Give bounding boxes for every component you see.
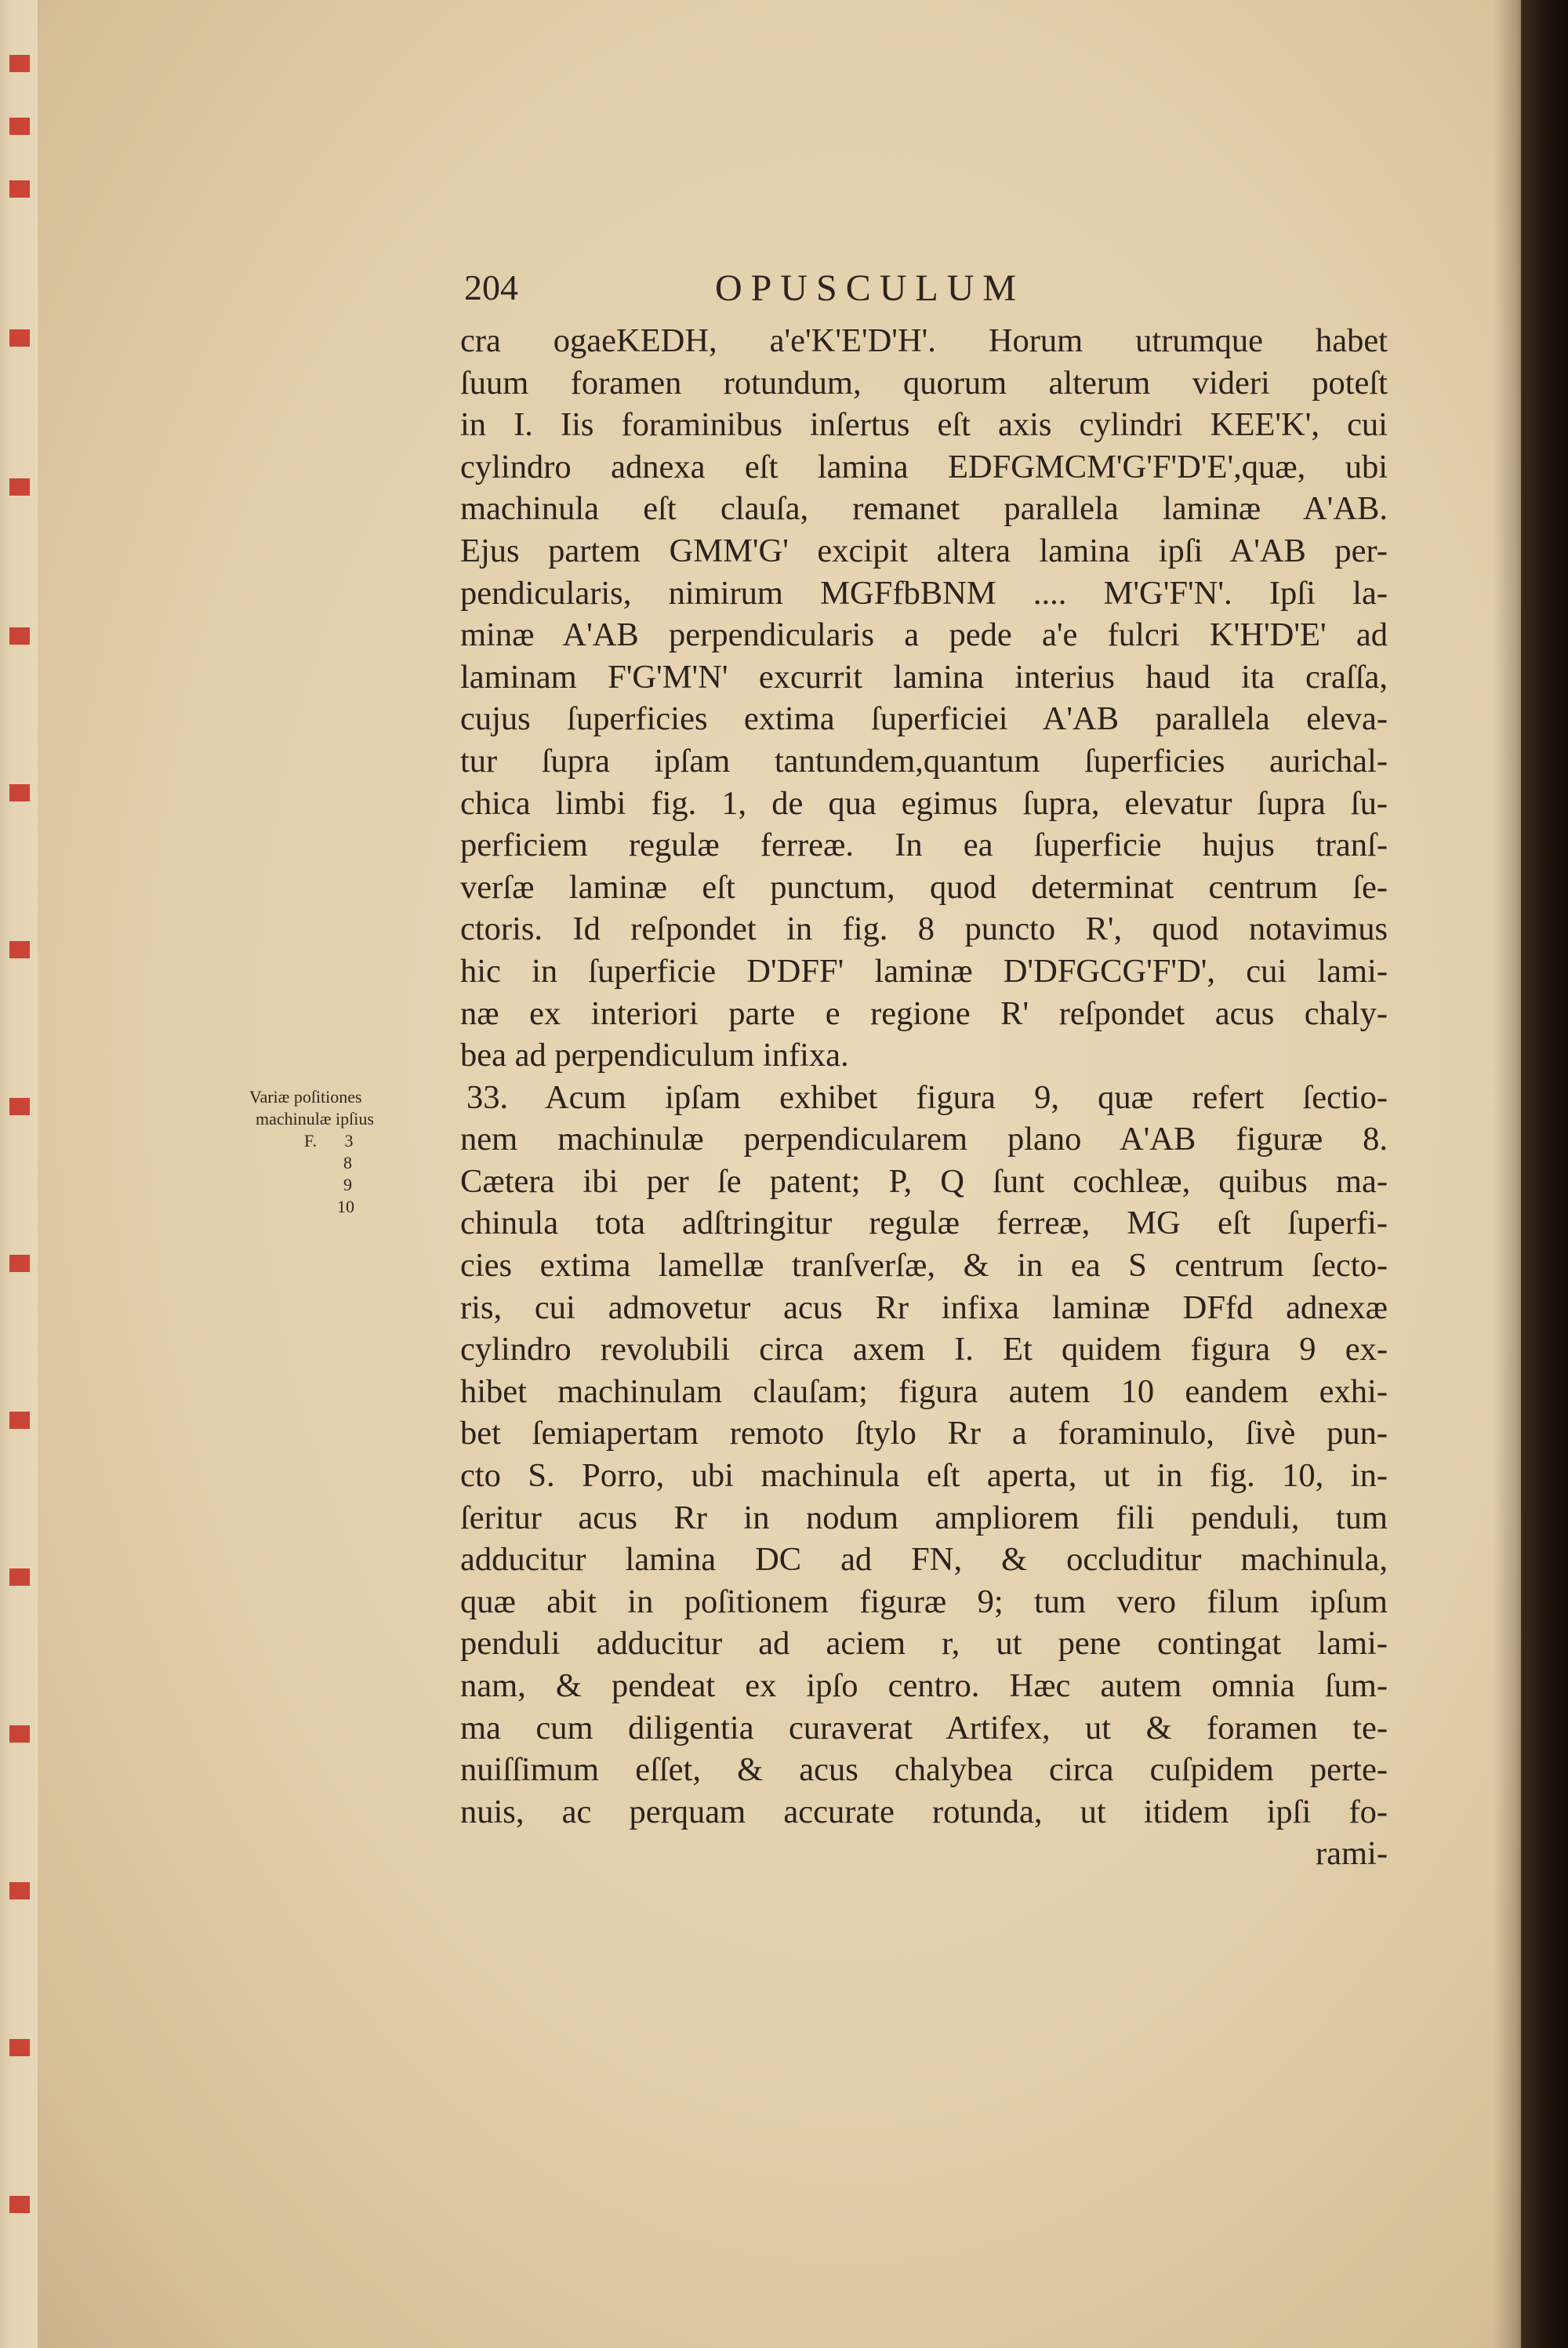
text-line: verſæ laminæ eſt punctum, quod determinat centrum ſe- — [460, 868, 1388, 906]
book-binding — [1521, 0, 1568, 2348]
marginal-note-line: machinulæ ipſius — [256, 1109, 374, 1129]
figure-ref-number: 8 — [343, 1153, 352, 1172]
text-line: quæ abit in poſitionem figuræ 9; tum vero filum ipſum — [460, 1583, 1388, 1620]
marginal-note-line: Variæ poſitiones — [249, 1087, 362, 1107]
text-line: ma cum diligentia curaverat Artifex, ut & foramen te- — [460, 1709, 1388, 1746]
text-line: nem machinulæ perpendicularem plano A'AB figuræ 8. — [460, 1121, 1388, 1158]
red-edge-mark — [9, 1255, 30, 1272]
text-line: adducitur lamina DC ad FN, & occluditur machinula, — [460, 1541, 1388, 1579]
running-title: OPUSCULUM — [715, 267, 1025, 309]
figure-ref-label: F. — [304, 1131, 317, 1150]
figure-ref-number: 3 — [344, 1131, 354, 1150]
figure-ref-number: 9 — [343, 1175, 352, 1194]
text-line: in I. Iis foraminibus inſertus eſt axis cylindri KEE'K', cui — [460, 406, 1388, 444]
red-edge-mark — [9, 2196, 30, 2213]
red-edge-mark — [9, 1568, 30, 1586]
text-line: pendicularis, nimirum MGFfbBNM .... M'G'F'N'. Ipſi la- — [460, 574, 1388, 612]
red-edge-mark — [9, 2039, 30, 2056]
text-line: minæ A'AB perpendicularis a pede a'e fulcri K'H'D'E' ad — [460, 616, 1388, 654]
marginal-note — [249, 1086, 445, 1218]
text-line: hic in ſuperficie D'DFF' laminæ D'DFGCG'F'D', cui lami- — [460, 952, 1388, 990]
red-edge-mark — [9, 180, 30, 198]
text-line: ris, cui admovetur acus Rr infixa laminæ DFfd adnexæ — [460, 1288, 1388, 1326]
text-line: chica limbi fig. 1, de qua egimus ſupra, elevatur ſupra ſu- — [460, 784, 1388, 822]
red-edge-mark — [9, 627, 30, 645]
red-edge-mark — [9, 1412, 30, 1429]
marginal-note-figure-row — [249, 1130, 445, 1152]
text-line: nuis, ac perquam accurate rotunda, ut itidem ipſi fo- — [460, 1793, 1388, 1830]
text-line: næ ex interiori parte e regione R' reſpondet acus chaly- — [460, 994, 1388, 1032]
text-line: cto S. Porro, ubi machinula eſt aperta, ut in fig. 10, in- — [460, 1457, 1388, 1495]
page-left-edge — [0, 0, 38, 2348]
page-header — [464, 267, 1381, 314]
body-text — [460, 320, 1388, 1875]
text-line: cylindro revolubili circa axem I. Et quidem figura 9 ex- — [460, 1331, 1388, 1368]
red-edge-mark — [9, 1882, 30, 1899]
text-line: 33. Acum ipſam exhibet figura 9, quæ refert ſectio- — [466, 1078, 1388, 1116]
text-line: bet ſemiapertam remoto ſtylo Rr a foraminulo, ſivè pun- — [460, 1415, 1388, 1452]
text-line: nam, & pendeat ex ipſo centro. Hæc autem omnia ſum- — [460, 1667, 1388, 1704]
text-line: rami- — [1315, 1835, 1388, 1873]
text-line: perficiem regulæ ferreæ. In ea ſuperficie hujus tranſ- — [460, 827, 1388, 864]
text-line: Cætera ibi per ſe patent; P, Q ſunt cochleæ, quibus ma- — [460, 1162, 1388, 1200]
text-line: laminam F'G'M'N' excurrit lamina interius haud ita craſſa, — [460, 658, 1388, 696]
text-line: tur ſupra ipſam tantundem,quantum ſuperficies aurichal- — [460, 742, 1388, 780]
text-line: chinula tota adſtringitur regulæ ferreæ, MG eſt ſuperfi- — [460, 1205, 1388, 1242]
text-line: penduli adducitur ad aciem r, ut pene contingat lami- — [460, 1625, 1388, 1663]
text-line: machinula eſt clauſa, remanet parallela laminæ A'AB. — [460, 490, 1388, 528]
figure-ref-number: 10 — [337, 1197, 354, 1216]
text-line: bea ad perpendiculum infixa. — [460, 1037, 849, 1074]
text-line: nuiſſimum eſſet, & acus chalybea circa cuſpidem perte- — [460, 1751, 1388, 1789]
red-edge-mark — [9, 1725, 30, 1743]
red-edge-mark — [9, 1098, 30, 1115]
red-edge-mark — [9, 478, 30, 496]
text-line: hibet machinulam clauſam; figura autem 10 eandem exhi- — [460, 1372, 1388, 1410]
text-line: cylindro adnexa eſt lamina EDFGMCM'G'F'D'E',quæ, ubi — [460, 448, 1388, 485]
text-line: cra ogaeKEDH, a'e'K'E'D'H'. Horum utrumque habet — [460, 322, 1388, 359]
red-edge-mark — [9, 55, 30, 72]
text-line: cies extima lamellæ tranſverſæ, & in ea S centrum ſecto- — [460, 1247, 1388, 1285]
text-line: Ejus partem GMM'G' excipit altera lamina ipſi A'AB per- — [460, 532, 1388, 569]
red-edge-mark — [9, 118, 30, 135]
red-edge-mark — [9, 784, 30, 801]
text-line: ctoris. Id reſpondet in fig. 8 puncto R', quod notavimus — [460, 910, 1388, 948]
page-number: 204 — [464, 267, 518, 307]
text-line: cujus ſuperficies extima ſuperficiei A'AB parallela eleva- — [460, 700, 1388, 738]
red-edge-mark — [9, 329, 30, 347]
text-line: ſuum foramen rotundum, quorum alterum videri poteſt — [460, 364, 1388, 402]
text-line: ſeritur acus Rr in nodum ampliorem fili penduli, tum — [460, 1499, 1388, 1536]
red-edge-mark — [9, 941, 30, 958]
